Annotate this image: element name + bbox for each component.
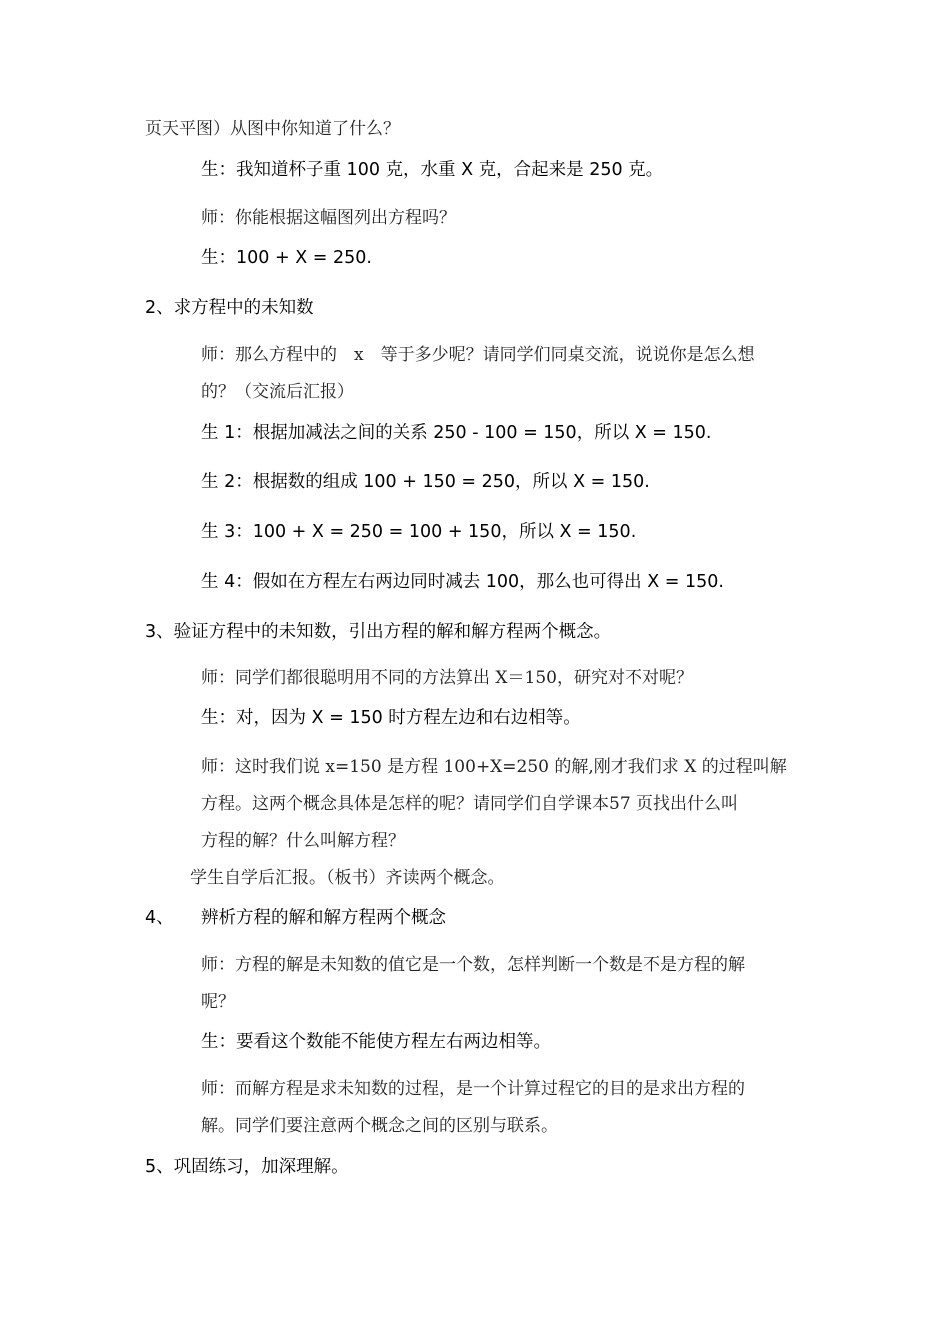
section-heading-4: 辨析方程的解和解方程两个概念 bbox=[201, 908, 446, 928]
teacher-question: 师：你能根据这幅图列出方程吗？ bbox=[201, 208, 456, 228]
teacher-question: 师：而解方程是求未知数的过程，是一个计算过程它的目的是求出方程的 bbox=[201, 1079, 745, 1099]
teacher-question: 师：同学们都很聪明用不同的方法算出 X＝150，研究对不对呢？ bbox=[201, 668, 693, 688]
student-answer: 生：我知道杯子重 100 克，水重 X 克，合起来是 250 克。 bbox=[201, 160, 664, 180]
student-answer: 生 4：假如在方程左右两边同时减去 100，那么也可得出 X = 150. bbox=[201, 572, 724, 592]
section-heading-3: 3、验证方程中的未知数，引出方程的解和解方程两个概念。 bbox=[145, 622, 612, 642]
teacher-question: 师：方程的解是未知数的值它是一个数，怎样判断一个数是不是方程的解 bbox=[201, 955, 745, 975]
text-line: 解。同学们要注意两个概念之间的区别与联系。 bbox=[201, 1116, 558, 1136]
student-answer: 生 3：100 + X = 250 = 100 + 150，所以 X = 150. bbox=[201, 522, 637, 542]
student-answer: 生：100 + X = 250. bbox=[201, 248, 372, 268]
text-line: 页天平图）从图中你知道了什么？ bbox=[145, 119, 400, 139]
teacher-question: 师：那么方程中的 x 等于多少呢？请同学们同桌交流，说说你是怎么想 bbox=[201, 345, 755, 365]
student-answer: 生 2：根据数的组成 100 + 150 = 250，所以 X = 150. bbox=[201, 472, 650, 492]
section-heading-4-number: 4、 bbox=[145, 908, 174, 928]
text-line: 方程。这两个概念具体是怎样的呢？请同学们自学课本57 页找出什么叫 bbox=[201, 794, 739, 814]
section-heading-5: 5、巩固练习，加深理解。 bbox=[145, 1157, 349, 1177]
student-answer: 生：对，因为 X = 150 时方程左边和右边相等。 bbox=[201, 708, 581, 728]
teacher-question: 师：这时我们说 x=150 是方程 100+X=250 的解,刚才我们求 X 的过程叫解 bbox=[201, 757, 787, 777]
text-line: 呢？ bbox=[201, 992, 235, 1012]
text-line: 方程的解？什么叫解方程？ bbox=[201, 831, 405, 851]
student-answer: 生 1：根据加减法之间的关系 250 - 100 = 150，所以 X = 150. bbox=[201, 423, 712, 443]
text-line: 学生自学后汇报。（板书）齐读两个概念。 bbox=[190, 868, 505, 888]
section-heading-2: 2、求方程中的未知数 bbox=[145, 298, 314, 318]
student-answer: 生：要看这个数能不能使方程左右两边相等。 bbox=[201, 1032, 551, 1052]
text-line: 的？（交流后汇报） bbox=[201, 382, 354, 402]
